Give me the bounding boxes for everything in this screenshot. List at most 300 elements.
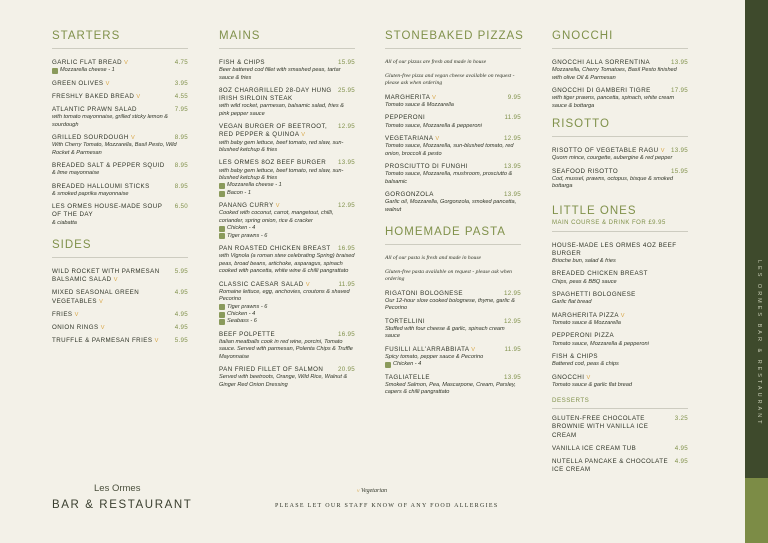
- menu-item-price: 11.95: [504, 345, 521, 353]
- menu-item-row: [219, 87, 355, 103]
- menu-item-name: [52, 59, 128, 67]
- menu-item-price: 9.95: [507, 93, 521, 101]
- pasta-heading: HOMEMADE PASTA: [385, 226, 521, 245]
- menu-item: [552, 353, 688, 369]
- menu-item: [385, 94, 521, 110]
- menu-item-price: 12.95: [504, 135, 521, 142]
- menu-item-description: Tomato sauce & Mozzarella: [385, 101, 454, 108]
- menu-item-row: [52, 80, 188, 88]
- menu-item-title: GREEN OLIVES: [52, 79, 104, 87]
- menu-item: [52, 289, 188, 305]
- menu-item-price: 4.95: [174, 310, 188, 318]
- menu-item-price: 13.95: [338, 159, 355, 167]
- menu-item-row: [52, 337, 188, 345]
- little-ones-subtitle: MAIN COURSE & DRINK FOR £9.95: [552, 220, 688, 232]
- menu-item-price: 17.95: [671, 87, 688, 95]
- addon-check-icon: [219, 312, 225, 318]
- column-mains: [219, 30, 355, 394]
- menu-item-addon: [52, 67, 188, 74]
- menu-item-row: [219, 123, 355, 139]
- menu-item-name: [552, 87, 651, 95]
- vegetarian-mark: V: [432, 94, 437, 101]
- menu-item-description: Tomato sauce, Mozzarella & pepperoni: [552, 340, 649, 347]
- pizzas-intro-2: Gluten-free pizza and vegan cheese available on request - please ask when ordering: [385, 72, 515, 87]
- menu-item-row: [219, 202, 355, 210]
- menu-item: [52, 311, 188, 319]
- menu-item-row: [52, 289, 188, 305]
- vegetarian-mark: V: [99, 298, 104, 305]
- menu-item: [385, 346, 521, 369]
- menu-item-description: Tomato sauce & garlic flat bread: [552, 381, 633, 388]
- menu-item: [52, 324, 188, 332]
- vegetarian-mark: V: [130, 135, 136, 142]
- menu-item-price: 5.95: [174, 337, 188, 345]
- menu-item: [552, 374, 688, 390]
- menu-item-title: FISH & CHIPS: [219, 59, 265, 66]
- addon-check-icon: [219, 304, 225, 310]
- menu-item-title: BEEF POLPETTE: [219, 330, 276, 338]
- menu-item-title: RISOTTO OF VEGETABLE RAGU: [552, 147, 659, 155]
- menu-item-name: [552, 147, 665, 155]
- menu-item-name: [385, 114, 425, 122]
- vegetarian-mark: V: [301, 132, 306, 139]
- menu-item-row: [52, 311, 188, 319]
- menu-item: [552, 312, 688, 328]
- menu-item-name: [219, 331, 275, 339]
- menu-item-name: [52, 134, 135, 142]
- menu-item-name: [552, 291, 636, 299]
- menu-item-name: [552, 374, 591, 382]
- menu-item: [219, 87, 355, 118]
- menu-item-row: [52, 324, 188, 332]
- vegetarian-mark: V: [100, 325, 105, 332]
- menu-item-row: [552, 312, 688, 320]
- logo-tagline: BAR & RESTAURANT: [52, 499, 193, 511]
- addon-label: Chicken - 4: [393, 361, 422, 368]
- menu-item: [52, 59, 188, 75]
- menu-item-name: [385, 290, 463, 298]
- menu-item-title: SPAGHETTI BOLOGNESE: [552, 291, 636, 299]
- menu-item: [552, 147, 688, 163]
- addon-check-icon: [219, 226, 225, 232]
- menu-item-description: Italian meatballs cook in red wine, porcini, Tomato sauce. Served with parmesan, Polenta Chips & Truffle Mayonnaise: [219, 338, 353, 360]
- menu-item-title: CLASSIC CAESAR SALAD: [219, 280, 304, 288]
- menu-item-description: Romaine lettuce, egg, anchovies, croutons & shaved Pecorino: [219, 288, 350, 303]
- desserts-list: [552, 415, 688, 474]
- column-gnocchi-risotto-kids: [552, 30, 688, 479]
- menu-item-price: 13.95: [504, 191, 521, 199]
- menu-item-row: [219, 331, 355, 339]
- menu-item-row: [385, 114, 521, 122]
- menu-item-name: [552, 59, 650, 67]
- menu-item-row: [552, 353, 688, 361]
- pizzas-heading: STONEBAKED PIZZAS: [385, 30, 521, 49]
- menu-item: [552, 242, 688, 266]
- addon-label: Chicken - 4: [227, 225, 256, 232]
- vegetarian-mark: V: [620, 312, 625, 319]
- menu-item: [52, 337, 188, 345]
- menu-item-description: Garlic oil, Mozzarella, Gorgonzola, smoked pancetta, walnut: [385, 199, 517, 213]
- menu-item-name: [219, 245, 331, 253]
- menu-item-title: FRIES: [52, 310, 73, 318]
- menu-item-description: Battered cod, peas & chips: [552, 361, 619, 368]
- menu-item-name: [52, 162, 165, 170]
- menu-item-description: with baby gem lettuce, beef tomato, red slaw, sun-blushed ketchup & fries: [219, 167, 344, 182]
- menu-item-row: [219, 245, 355, 253]
- menu-item-title: LES ORMES HOUSE-MADE SOUP OF THE DAY: [52, 203, 163, 219]
- menu-item-name: [552, 445, 636, 453]
- menu-item-price: 4.75: [174, 59, 188, 66]
- menu-item-name: [552, 458, 673, 474]
- menu-item: [552, 168, 688, 191]
- menu-item-name: [385, 94, 436, 102]
- vegetarian-mark: V: [275, 203, 280, 210]
- menu-item-title: RIGATONI BOLOGNESE: [385, 289, 464, 297]
- menu-item-price: 4.95: [174, 289, 188, 297]
- menu-item-row: [552, 59, 688, 67]
- menu-item-addon: [219, 304, 355, 311]
- menu-item-name: [52, 106, 137, 114]
- menu-item-row: [219, 59, 355, 67]
- menu-item-name: [52, 203, 173, 219]
- menu-item-price: 12.95: [504, 317, 521, 325]
- vegetarian-mark: V: [586, 374, 591, 381]
- menu-item-title: GNOCCHI DI GAMBERI TIGRE: [552, 87, 651, 95]
- vegetarian-legend: [357, 488, 387, 494]
- menu-item-row: [52, 59, 188, 67]
- menu-item-name: [552, 168, 618, 176]
- menu-item-row: [552, 270, 688, 278]
- menu-item-row: [385, 346, 521, 354]
- menu-item-name: [219, 366, 323, 374]
- menu-item-price: 15.95: [338, 59, 355, 66]
- menu-item-title: ONION RINGS: [52, 324, 99, 332]
- addon-check-icon: [219, 191, 225, 197]
- menu-item-name: [385, 318, 425, 326]
- menu-item-description: with wild rocket, parmesan, balsamic salad, fries & pink pepper sauce: [219, 103, 344, 117]
- menu-item-price: 6.50: [174, 203, 188, 211]
- menu-item-name: [52, 93, 141, 101]
- menu-item-price: 20.95: [338, 366, 355, 374]
- menu-item-title: FRESHLY BAKED BREAD: [52, 92, 135, 100]
- menu-item-name: [52, 80, 110, 88]
- menu-item-price: 13.95: [504, 373, 521, 381]
- veg-label: Vegetarian: [360, 488, 387, 494]
- allergy-note: PLEASE LET OUR STAFF KNOW OF ANY FOOD ALLERGIES: [275, 503, 499, 509]
- menu-item-description: Cooked with coconut, carrot, mangetout, chilli, coriander, spring onion, rice & cracker: [219, 210, 334, 224]
- menu-item-name: [219, 87, 336, 103]
- vegetarian-mark: V: [74, 311, 79, 318]
- menu-item-title: HOUSE-MADE LES ORMES 4OZ BEEF BURGER: [552, 241, 677, 257]
- menu-item-description: Mozzarella, Cherry Tomatoes, Basil Pesto finished with olive Oil & Parmesan: [552, 67, 677, 81]
- pizzas-intro-1: All of our pizzas are fresh and made in house: [385, 59, 487, 65]
- menu-item: [385, 114, 521, 130]
- menu-item-description: with tiger prawns, pancetta, spinach, white cream sauce & bottarga: [552, 95, 675, 109]
- menu-item-title: FISH & CHIPS: [552, 352, 598, 360]
- menu-item-row: [552, 147, 688, 155]
- menu-item-addon: [219, 190, 355, 197]
- menu-item-addon: [219, 225, 355, 232]
- menu-item-name: [52, 324, 105, 332]
- veg-symbol: v: [357, 488, 360, 494]
- sides-list: [52, 268, 188, 345]
- pizzas-list: [385, 94, 521, 214]
- menu-item-name: [52, 183, 150, 191]
- menu-item-name: [552, 312, 625, 320]
- menu-item: [552, 332, 688, 348]
- menu-item-title: GARLIC FLAT BREAD: [52, 59, 122, 66]
- menu-item-description: & lime mayonnaise: [52, 170, 100, 177]
- menu-item-addon: [219, 318, 355, 325]
- menu-item-row: [552, 445, 688, 453]
- menu-item-description: Stuffed with four cheese & garlic, spinach cream sauce: [385, 326, 505, 340]
- menu-item: [52, 203, 188, 227]
- menu-item-price: 13.95: [504, 163, 521, 171]
- menu-item-description: Our 12-hour slow cooked bolognese, thyme, garlic & Pecorino: [385, 298, 515, 312]
- menu-item: [219, 245, 355, 275]
- menu-item: [552, 87, 688, 110]
- menu-item: [52, 268, 188, 284]
- menu-item-description: Tomato sauce, Mozzarella, mushroom, prosciutto & balsamic: [385, 171, 513, 185]
- column-pizza-pasta: [385, 30, 524, 402]
- gnocchi-heading: GNOCCHI: [552, 30, 688, 49]
- menu-item-description: Tomato sauce & Mozzarella: [552, 319, 621, 326]
- starters-list: [52, 59, 188, 227]
- menu-item-description: Chips, peas & BBQ sauce: [552, 278, 617, 285]
- vegetarian-mark: V: [113, 277, 118, 284]
- menu-item-description: Served with beetroots, Orange, Wild Rice, Walnut & Ginger Red Onion Dressing: [219, 374, 348, 388]
- menu-item-name: [385, 191, 434, 199]
- menu-item-price: 11.95: [338, 280, 355, 288]
- menu-item-price: 3.95: [174, 79, 188, 87]
- menu-item: [219, 281, 355, 326]
- menu-item-title: MARGHERITA PIZZA: [552, 311, 619, 319]
- menu-item-row: [385, 318, 521, 326]
- menu-item-title: MIXED SEASONAL GREEN VEGETABLES: [52, 289, 140, 305]
- menu-item-price: 11.95: [504, 114, 521, 122]
- menu-item-title: BREADED HALLOUMI STICKS: [52, 182, 150, 190]
- menu-item-price: 8.95: [174, 162, 188, 170]
- restaurant-logo: [52, 483, 212, 511]
- vegetarian-mark: V: [305, 281, 311, 288]
- menu-item-price: 5.95: [174, 268, 188, 276]
- vegetarian-mark: V: [660, 148, 665, 155]
- addon-check-icon: [219, 233, 225, 239]
- menu-item-name: [219, 202, 280, 210]
- vegetarian-mark: V: [471, 346, 476, 353]
- menu-item-price: 8.95: [174, 182, 188, 190]
- sidebar-band-bottom: [745, 478, 768, 543]
- menu-item-description: with Vignola (a roman stew celebrating Spring) braised peas, broad beans, artichoke, asparagus, spinach cooked with pancetta, white wine & chilli pangrattato: [219, 253, 355, 275]
- addon-label: Seabass - 6: [227, 318, 257, 325]
- pasta-list: [385, 290, 521, 397]
- gnocchi-list: [552, 59, 688, 110]
- addon-label: Tiger prawns - 6: [227, 232, 268, 239]
- menu-item-name: [385, 135, 440, 143]
- menu-item-price: 12.95: [338, 202, 355, 210]
- menu-item-title: SEAFOOD RISOTTO: [552, 167, 619, 175]
- menu-item-row: [52, 203, 188, 219]
- menu-item: [219, 331, 355, 361]
- menu-item-price: 4.95: [674, 457, 688, 465]
- menu-item-row: [552, 415, 688, 440]
- menu-item-title: GRILLED SOURDOUGH: [52, 134, 129, 142]
- menu-item-description: Spicy tomato, pepper sauce & Pecorino: [385, 354, 484, 361]
- vegetarian-mark: V: [435, 136, 440, 142]
- menu-item: [552, 291, 688, 307]
- menu-item-price: 12.95: [504, 289, 521, 297]
- menu-item-name: [385, 163, 468, 171]
- menu-item-name: [52, 337, 159, 345]
- menu-item-description: Quorn mince, courgette, aubergine & red pepper: [552, 155, 673, 162]
- menu-item-title: WILD ROCKET WITH PARMESAN BALSAMIC SALAD: [52, 268, 160, 284]
- menu-item: [52, 183, 188, 199]
- addon-check-icon: [219, 319, 225, 325]
- menu-item: [219, 59, 355, 82]
- addon-check-icon: [219, 183, 225, 189]
- menu-item-row: [219, 366, 355, 374]
- menu-item-price: 3.25: [674, 415, 688, 423]
- menu-item: [385, 318, 521, 341]
- menu-item-price: 7.95: [174, 106, 188, 114]
- menu-item-title: NUTELLA PANCAKE & CHOCOLATE ICE CREAM: [552, 457, 669, 474]
- menu-item-title: LES ORMES 8OZ BEEF BURGER: [219, 159, 327, 167]
- menu-item-title: 8OZ CHARGRILLED 28-DAY HUNG IRISH SIRLOIN STEAK: [219, 87, 332, 103]
- menu-item-title: TORTELLINI: [385, 317, 426, 325]
- menu-item-row: [552, 242, 688, 258]
- menu-item: [219, 202, 355, 240]
- menu-item-title: MARGHERITA: [385, 93, 430, 101]
- risotto-list: [552, 147, 688, 191]
- menu-item: [219, 366, 355, 389]
- addon-label: Mozzarella cheese - 1: [60, 67, 115, 74]
- menu-item-description: with baby gem lettuce, beef tomato, red slaw, sun-blushed ketchup & fries: [219, 139, 344, 154]
- menu-item-name: [552, 415, 673, 440]
- menu-item: [552, 415, 688, 440]
- menu-item-description: Cod, mussel, prawns, octopus, bisque & smoked bottarga: [552, 175, 673, 190]
- menu-item: [385, 191, 521, 214]
- menu-item-price: 4.55: [174, 92, 188, 100]
- menu-item: [219, 123, 355, 154]
- menu-item-row: [552, 374, 688, 382]
- menu-item-description: Garlic flat bread: [552, 299, 592, 306]
- menu-item-title: GORGONZOLA: [385, 191, 434, 199]
- menu-item-price: 16.95: [338, 245, 355, 253]
- sidebar-vertical-text: LES ORMES BAR & RESTAURANT: [756, 260, 762, 427]
- menu-item-title: PEPPERONI: [385, 114, 426, 122]
- menu-item-name: [219, 123, 336, 139]
- menu-item-addon: [219, 233, 355, 240]
- menu-item-price: 13.95: [671, 59, 688, 66]
- menu-item: [552, 458, 688, 474]
- menu-item-price: 8.95: [174, 134, 188, 142]
- little-ones-list: [552, 242, 688, 389]
- menu-item-addon: [219, 182, 355, 189]
- menu-item-row: [385, 135, 521, 143]
- vegetarian-mark: V: [105, 80, 110, 87]
- menu-item-row: [385, 374, 521, 382]
- menu-item: [52, 80, 188, 88]
- menu-item: [552, 445, 688, 453]
- menu-item-name: [552, 353, 598, 361]
- menu-item-addon: [385, 361, 521, 368]
- menu-item-title: PEPPERONI PIZZA: [552, 332, 615, 340]
- pasta-intro-2: Gluten-free pasta available on request - please ask when ordering: [385, 268, 512, 283]
- menu-item-name: [52, 268, 173, 284]
- menu-item-description: Beer battered cod fillet with smashed peas, tartar sauce & fries: [219, 67, 341, 81]
- addon-label: Mozzarella cheese - 1: [227, 182, 282, 189]
- menu-item-price: 15.95: [671, 167, 688, 175]
- menu-item-price: 13.95: [671, 147, 688, 155]
- menu-item-description: With Cherry Tomato, Mozzarella, Basil Pesto, Wild Rocket & Parmesan: [52, 142, 177, 156]
- menu-item-name: [52, 311, 79, 319]
- menu-item-description: & smoked paprika mayonnaise: [52, 190, 129, 197]
- menu-item-name: [385, 374, 430, 382]
- vegetarian-mark: V: [124, 60, 129, 66]
- menu-item-title: PAN FRIED FILLET OF SALMON: [219, 366, 324, 374]
- menu-item-row: [52, 93, 188, 101]
- menu-item-price: 16.95: [338, 330, 355, 338]
- menu-item: [385, 374, 521, 397]
- addon-label: Chicken - 4: [227, 310, 256, 317]
- menu-item-name: [552, 332, 614, 340]
- menu-item-addon: [219, 311, 355, 318]
- addon-check-icon: [385, 362, 391, 368]
- menu-item-price: 4.95: [174, 324, 188, 332]
- menu-item-row: [52, 106, 188, 114]
- menu-item-row: [52, 162, 188, 170]
- menu-item-row: [52, 268, 188, 284]
- menu-item-title: FUSILLI ALL'ARRABBIATA: [385, 345, 470, 353]
- risotto-heading: RISOTTO: [552, 118, 688, 137]
- logo-name: Les Ormes: [94, 483, 141, 494]
- menu-item-title: PROSCIUTTO DI FUNGHI: [385, 163, 468, 171]
- menu-item-row: [385, 290, 521, 298]
- menu-item-title: GLUTEN-FREE CHOCOLATE BROWNIE WITH VANILLA ICE CREAM: [552, 415, 649, 439]
- desserts-heading: DESSERTS: [552, 397, 688, 409]
- menu-item-description: & ciabatta: [52, 219, 77, 226]
- menu-item-row: [552, 291, 688, 299]
- vegetarian-mark: V: [136, 93, 141, 100]
- mains-list: [219, 59, 355, 389]
- menu-item: [552, 270, 688, 286]
- menu-item: [52, 162, 188, 178]
- menu-item-description: with tomato mayonnaise, grilled sticky lemon & sourdough: [52, 114, 168, 128]
- menu-item: [52, 106, 188, 129]
- menu-item-title: TAGLIATELLE: [385, 373, 430, 381]
- menu-item-title: BREADED CHICKEN BREAST: [552, 270, 648, 278]
- menu-item-price: 12.95: [338, 123, 355, 131]
- menu-item: [385, 135, 521, 158]
- menu-item-title: VEGETARIANA: [385, 135, 434, 142]
- menu-item-description: Tomato sauce, Mozzarella, sun-blushed tomato, red onion, broccoli & pesto: [385, 143, 514, 157]
- menu-item-title: PANANG CURRY: [219, 202, 274, 210]
- column-starters-sides: [52, 30, 188, 351]
- menu-item-row: [552, 458, 688, 474]
- menu-item: [552, 59, 688, 82]
- menu-item: [52, 93, 188, 101]
- menu-item-row: [385, 163, 521, 171]
- menu-item-row: [385, 191, 521, 199]
- menu-item: [219, 159, 355, 197]
- addon-check-icon: [52, 68, 58, 74]
- menu-item-name: [52, 289, 173, 305]
- menu-item-price: 4.95: [674, 444, 688, 452]
- menu-item-name: [219, 281, 310, 289]
- menu-item-row: [219, 159, 355, 167]
- menu-item-row: [385, 94, 521, 102]
- sides-heading: SIDES: [52, 239, 188, 258]
